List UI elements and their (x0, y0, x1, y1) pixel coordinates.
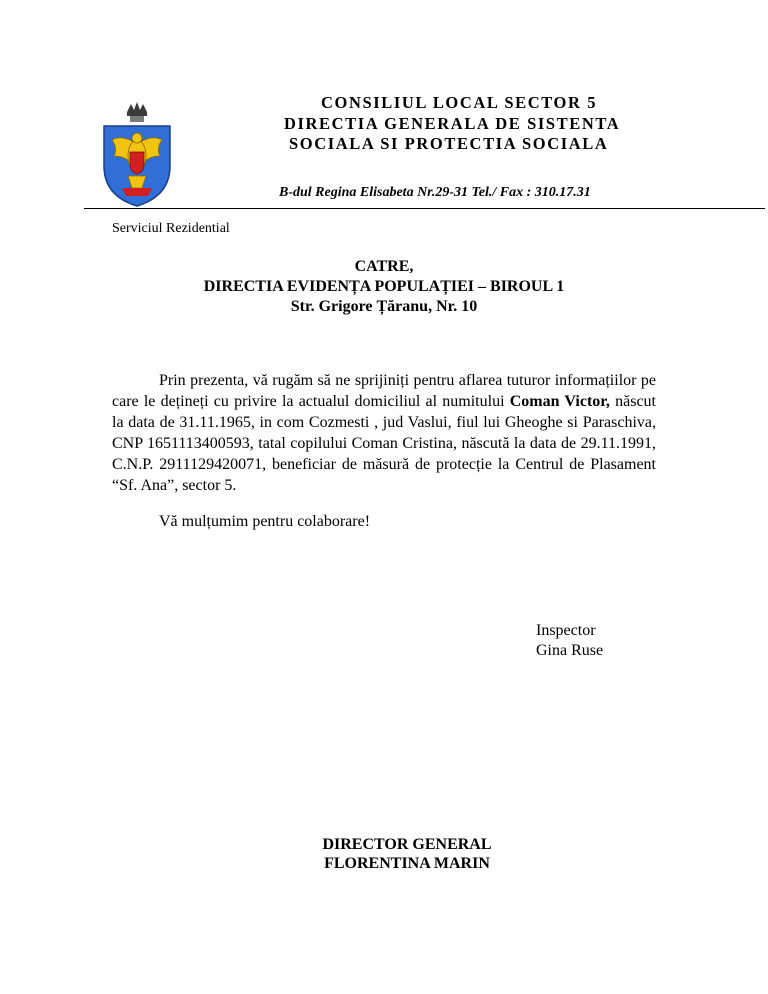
organization-line-1: CONSILIUL LOCAL SECTOR 5 (321, 93, 598, 112)
recipient-address: Str. Grigore Țăranu, Nr. 10 (290, 298, 478, 315)
organization-line-3: SOCIALA SI PROTECTIA SOCIALA (289, 134, 609, 153)
person-name: Coman Victor, (509, 393, 610, 410)
recipient-heading: CATRE, (354, 258, 414, 275)
coat-of-arms-icon (100, 100, 174, 208)
director-name: FLORENTINA MARIN (324, 855, 490, 872)
address-line: B-dul Regina Elisabeta Nr.29-31 Tel./ Fax : 310.17.31 (279, 185, 591, 200)
recipient-institution: DIRECTIA EVIDENȚA POPULAȚIEI – BIROUL 1 (203, 278, 565, 295)
signatory-name: Gina Ruse (536, 642, 604, 659)
header-divider (84, 208, 765, 209)
thanks-line: Vă mulțumim pentru colaborare! (159, 513, 371, 530)
organization-line-2: DIRECTIA GENERALA DE SISTENTA (284, 114, 621, 133)
body-text-start: Prin prezenta, vă rugăm să ne sprijiniți pentru aflarea tuturor informațiilor pe care le dețineți cu privire la actualul domiciliul al numitului (112, 372, 656, 410)
signatory-title: Inspector (536, 622, 596, 639)
body-text-rest: născut la data de 31.11.1965, in com Cozmesti , jud Vaslui, fiul lui Gheoghe si Paraschiva, CNP 1651113400593, tatal copilului Coman Cristina, născută la data de 29.11.1991, C.N.P. 2911129420071, beneficiar de măsură de protecție la Centrul de Plasament “Sf. Ana”, sector 5. (112, 393, 656, 494)
letter-body (112, 370, 656, 496)
director-title: DIRECTOR GENERAL (322, 836, 492, 853)
body-paragraph (112, 370, 656, 496)
service-name: Serviciul Rezidential (112, 221, 230, 236)
